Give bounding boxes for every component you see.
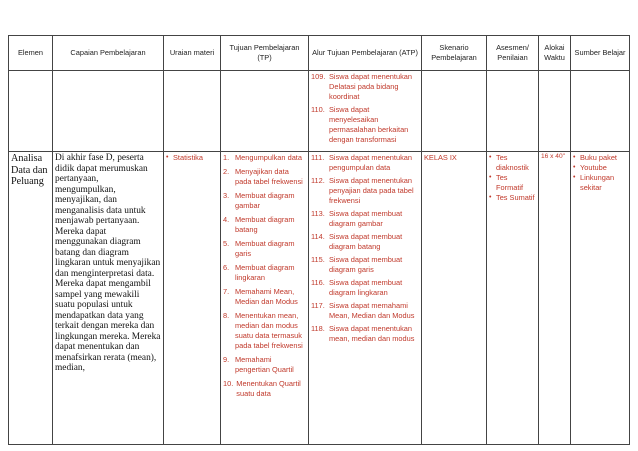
bullet-icon: • [573, 154, 576, 161]
cell-empty [571, 71, 630, 152]
uraian-list [166, 153, 218, 163]
list-item [223, 263, 306, 283]
cell-empty [487, 71, 539, 152]
header-row [9, 36, 630, 71]
list-item [311, 301, 419, 321]
table-row [9, 152, 630, 445]
item-text: Mengumpulkan data [235, 153, 302, 162]
list-item [573, 163, 627, 173]
item-text: Siswa dapat membuat diagram gambar [329, 209, 403, 228]
list-item [223, 239, 306, 259]
cell-atp [309, 152, 422, 445]
item-number: 1. [223, 153, 230, 162]
item-text: Tes diaknostik [496, 153, 529, 172]
bullet-icon: • [489, 194, 492, 201]
item-number: 8. [223, 311, 230, 320]
header-tujuan: Tujuan Pembelajaran (TP) [221, 36, 309, 71]
list-item [223, 379, 306, 399]
list-item [311, 255, 419, 275]
item-text: Siswa dapat menyelesaikan permasalahan berkaitan dengan transformasi [329, 105, 409, 144]
item-number: 112. [311, 176, 325, 185]
item-number: 2. [223, 167, 230, 176]
list-item [311, 232, 419, 252]
item-text: Membuat diagram gambar [235, 191, 295, 210]
item-text: Memahami pengertian Quartil [235, 355, 294, 374]
item-text: Siswa dapat memahami Mean, Median dan Modus [329, 301, 415, 320]
header-sumber: Sumber Belajar [571, 36, 630, 71]
atp-list [311, 153, 419, 344]
cell-empty [422, 71, 487, 152]
list-item [311, 105, 419, 145]
cell-empty [539, 71, 571, 152]
bullet-icon: • [489, 174, 492, 181]
item-number: 116. [311, 278, 325, 287]
continuation-row [9, 71, 630, 152]
list-item [223, 355, 306, 375]
item-number: 115. [311, 255, 325, 264]
list-item [311, 209, 419, 229]
item-text: Siswa dapat membuat diagram lingkaran [329, 278, 403, 297]
asesmen-list [489, 153, 536, 203]
item-number: 117. [311, 301, 325, 310]
item-number: 110. [311, 105, 325, 114]
item-number: 113. [311, 209, 325, 218]
list-item [311, 278, 419, 298]
list-item [223, 167, 306, 187]
header-alur: Alur Tujuan Pembelajaran (ATP) [309, 36, 422, 71]
cell-uraian [164, 152, 221, 445]
list-item [311, 72, 419, 102]
bullet-icon: • [573, 174, 576, 181]
cell-alokasi: 16 x 40" [539, 152, 571, 445]
item-text: Menentukan Quartil suatu data [236, 379, 301, 398]
item-text: Tes Sumatif [496, 193, 535, 202]
tp-list [223, 153, 306, 399]
item-text: Membuat diagram garis [235, 239, 295, 258]
item-text: Statistika [173, 153, 203, 162]
list-item [573, 153, 627, 163]
cell-empty [53, 71, 164, 152]
item-number: 118. [311, 324, 325, 333]
cell-skenario: KELAS IX [422, 152, 487, 445]
item-text: Membuat diagram lingkaran [235, 263, 295, 282]
item-text: Tes Formatif [496, 173, 524, 192]
bullet-icon: • [489, 154, 492, 161]
item-number: 9. [223, 355, 230, 364]
cell-atp-continued [309, 71, 422, 152]
cell-capaian: Di akhir fase D, peserta didik dapat merumuskan pertanyaan, mengumpulkan, menyajikan, dan menganalisis data untuk menjawab pertanyaan. Mereka dapat menggunakan diagram batang dan diagram lingkaran untuk menyajikan dan menginterpretasi data. Mereka dapat mengambil sampel yang mewakili suatu populasi untuk mendapatkan data yang terkait dengan mereka dan lingkungan mereka. Mereka dapat menentukan dan menafsirkan rerata (mean), median, [53, 152, 164, 445]
list-item [223, 311, 306, 351]
header-elemen: Elemen [9, 36, 53, 71]
item-text: Memahami Mean, Median dan Modus [235, 287, 298, 306]
list-item [489, 193, 536, 203]
item-text: Menyajikan data pada tabel frekwensi [235, 167, 303, 186]
atp-list-continued [311, 72, 419, 145]
list-item [311, 176, 419, 206]
header-asesmen: Asesmen/ Penilaian [487, 36, 539, 71]
item-number: 10. [223, 379, 234, 388]
list-item [489, 173, 536, 193]
item-text: Linkungan sekitar [580, 173, 615, 192]
item-text: Siswa dapat membuat diagram batang [329, 232, 403, 251]
cell-tp [221, 152, 309, 445]
bullet-icon: • [573, 164, 576, 171]
cell-empty [9, 71, 53, 152]
item-text: Siswa dapat menentukan mean, median dan modus [329, 324, 415, 343]
item-text: Membuat diagram batang [235, 215, 295, 234]
item-text: Youtube [580, 163, 607, 172]
list-item [223, 191, 306, 211]
curriculum-table [8, 35, 630, 445]
item-number: 4. [223, 215, 230, 224]
item-number: 6. [223, 263, 230, 272]
item-number: 5. [223, 239, 230, 248]
list-item [311, 324, 419, 344]
list-item [223, 153, 306, 163]
item-text: Menentukan mean, median dan modus suatu data termasuk pada tabel frekwensi [235, 311, 303, 350]
list-item [573, 173, 627, 193]
item-text: Siswa dapat membuat diagram garis [329, 255, 403, 274]
item-text: Buku paket [580, 153, 617, 162]
item-text: Siswa dapat menentukan penyajian data pada tabel frekwensi [329, 176, 414, 205]
item-number: 3. [223, 191, 230, 200]
item-text: Siswa dapat menentukan Delatasi pada bidang koordinat [329, 72, 412, 101]
header-skenario: Skenario Pembelajaran [422, 36, 487, 71]
cell-sumber [571, 152, 630, 445]
sumber-list [573, 153, 627, 193]
item-number: 7. [223, 287, 230, 296]
cell-empty [221, 71, 309, 152]
item-number: 109. [311, 72, 326, 81]
item-number: 111. [311, 153, 325, 162]
cell-empty [164, 71, 221, 152]
list-item [311, 153, 419, 173]
list-item [223, 287, 306, 307]
header-uraian: Uraian materi [164, 36, 221, 71]
list-item [166, 153, 218, 163]
list-item [489, 153, 536, 173]
cell-elemen: Analisa Data dan Peluang [9, 152, 53, 445]
item-text: Siswa dapat menentukan pengumpulan data [329, 153, 412, 172]
header-alokasi: Alokai Waktu [539, 36, 571, 71]
bullet-icon: • [166, 154, 169, 161]
item-number: 114. [311, 232, 325, 241]
list-item [223, 215, 306, 235]
header-capaian: Capaian Pembelajaran [53, 36, 164, 71]
cell-asesmen [487, 152, 539, 445]
